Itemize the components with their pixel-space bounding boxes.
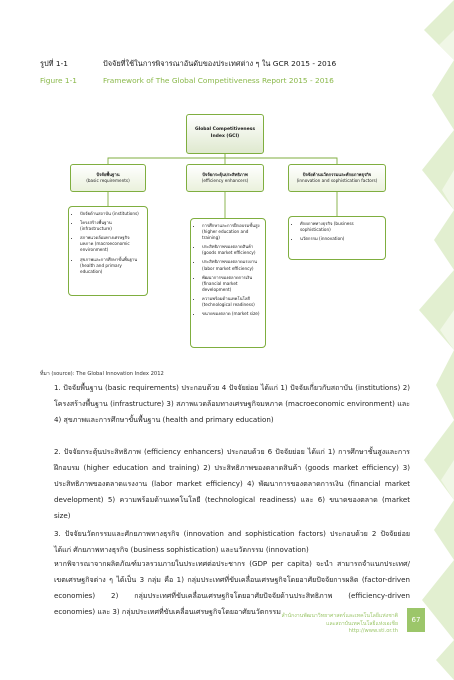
- figure-title-english: Framework of The Global Competitiveness Report 2015 - 2016: [103, 76, 334, 85]
- list-efficiency-enhancers: [190, 218, 266, 348]
- pillar-subtitle: (efficiency enhancers): [201, 178, 249, 183]
- page-number: 67: [407, 608, 425, 632]
- gci-framework-diagram: [40, 100, 410, 360]
- paragraph-innovation-factors: [40, 526, 410, 558]
- pillar-subtitle: (innovation and sophistication factors): [296, 178, 378, 183]
- paragraph-efficiency-enhancers: [40, 444, 410, 524]
- list-item: • ความพร้อมด้านเทคโนโลยี (technological readiness): [202, 296, 260, 308]
- figure-source: ที่มา (source): The Global Innovation Index 2012: [40, 371, 164, 377]
- list-item: • ปัจจัยด้านสถาบัน (institutions): [80, 211, 142, 217]
- pillar-subtitle: (basic requirements): [86, 178, 130, 183]
- paragraph-text: หากพิจารณาจากผลิตภัณฑ์มวลรวมภายในประเทศต่อประชากร (GDP per capita) จะนำ สามารถจำแนกประเทศ/เขตเศรษฐกิจต่าง ๆ ได้เป็น 3 กลุ่ม คือ 1) กลุ่มประเทศที่ขับเคลื่อนเศรษฐกิจโดยอาศัยปัจจัยการผลิต (factor-driven economies) 2) กลุ่มประเทศที่ขับเคลื่อนเศรษฐกิจโดยอาศัยปัจจัยด้านประสิทธิภาพ (efficiency-driven economies) และ 3) กลุ่มประเทศที่ขับเคลื่อนเศรษฐกิจโดยอาศัยนวัตกรรม: [54, 559, 410, 616]
- root-node-gci: Global Competitiveness Index (GCI): [186, 114, 264, 154]
- paragraph-text: 2. ปัจจัยกระตุ้นประสิทธิภาพ (efficiency enhancers) ประกอบด้วย 6 ปัจจัยย่อย ได้แก่ 1) การศึกษาชั้นสูงและการฝึกอบรม (higher education and training) 2) ประสิทธิภาพของตลาดสินค้า (goods market efficiency) 3) ประสิทธิภาพของตลาดแรงงาน (labor market efficiency) 4) พัฒนาการของตลาดการเงิน (financial market development) 5) ความพร้อมด้านเทคโนโลยี (technological readiness) และ 6) ขนาดของตลาด (market size): [54, 447, 410, 520]
- figure-caption-thai: [40, 58, 336, 70]
- list-item: • ประสิทธิภาพของตลาดสินค้า (goods market efficiency): [202, 244, 260, 256]
- list-item: • โครงสร้างพื้นฐาน (infrastructure): [80, 220, 142, 232]
- pillar-title: ปัจจัยกระตุ้นประสิทธิภาพ: [202, 171, 248, 177]
- paragraph-text: 1. ปัจจัยพื้นฐาน (basic requirements) ประกอบด้วย 4 ปัจจัยย่อย ได้แก่ 1) ปัจจัยเกี่ยวกับสถาบัน (institutions) 2) โครงสร้างพื้นฐาน (infrastructure) 3) สภาพแวดล้อมทางเศรษฐกิจมหภาค (macroeconomic environment) และ 4) สุขภาพและการศึกษาขั้นพื้นฐาน (health and primary education): [54, 383, 410, 424]
- connector-root-pillar-1: [108, 154, 225, 164]
- pillar-title: ปัจจัยด้านนวัตกรรมและศักยภาพธุรกิจ: [302, 171, 372, 177]
- page-footer: [180, 613, 398, 636]
- paragraph-basic-requirements: [40, 380, 410, 428]
- paragraph-gdp-groups: [40, 556, 410, 620]
- pillar-innovation-sophistication: [288, 164, 386, 192]
- decorative-triangle-strip: [414, 0, 454, 680]
- figure-title-thai: ปัจจัยที่ใช้ในการพิจารณาอันดับของประเทศต่าง ๆ ใน GCR 2015 - 2016: [103, 59, 337, 68]
- list-innovation-sophistication: [288, 216, 386, 260]
- footer-url: http://www.sti.or.th: [348, 628, 398, 634]
- figure-label-english: Figure 1-1: [40, 76, 77, 85]
- pillar-title: ปัจจัยพื้นฐาน: [96, 171, 120, 177]
- footer-line: และสถาบันเทคโนโลยีแห่งเอเชีย: [326, 620, 398, 627]
- figure-label-thai: รูปที่ 1-1: [40, 59, 68, 68]
- pillar-efficiency-enhancers: [186, 164, 264, 192]
- list-item: • สภาพแวดล้อมทางเศรษฐกิจมหภาค (macroeconomic environment): [80, 235, 142, 253]
- list-item: • การศึกษาและการฝึกอบรมชั้นสูง (higher education and training): [202, 223, 260, 241]
- figure-caption-english: [40, 76, 334, 85]
- pillar-basic-requirements: [70, 164, 146, 192]
- list-item: • นวัตกรรม (innovation): [300, 236, 380, 242]
- paragraph-text: 3. ปัจจัยนวัตกรรมและศักยภาพทางธุรกิจ (innovation and sophistication factors) ประกอบด้วย 2 ปัจจัยย่อย ได้แก่ ศักยภาพทางธุรกิจ (business sophistication) และนวัตกรรม (innovation): [54, 529, 410, 554]
- list-item: • ศักยภาพทางธุรกิจ (business sophistication): [300, 221, 380, 233]
- list-item: • สุขภาพและการศึกษาขั้นพื้นฐาน (health and primary education): [80, 257, 142, 275]
- list-basic-requirements: [68, 206, 148, 296]
- list-item: • ประสิทธิภาพของตลาดแรงงาน (labor market efficiency): [202, 259, 260, 271]
- list-item: • ขนาดของตลาด (market size): [202, 311, 260, 317]
- list-item: • พัฒนาการของตลาดการเงิน (financial market development): [202, 275, 260, 293]
- footer-line: สำนักงานพัฒนาวิทยาศาสตร์และเทคโนโลยีแห่งชาติ: [281, 613, 398, 619]
